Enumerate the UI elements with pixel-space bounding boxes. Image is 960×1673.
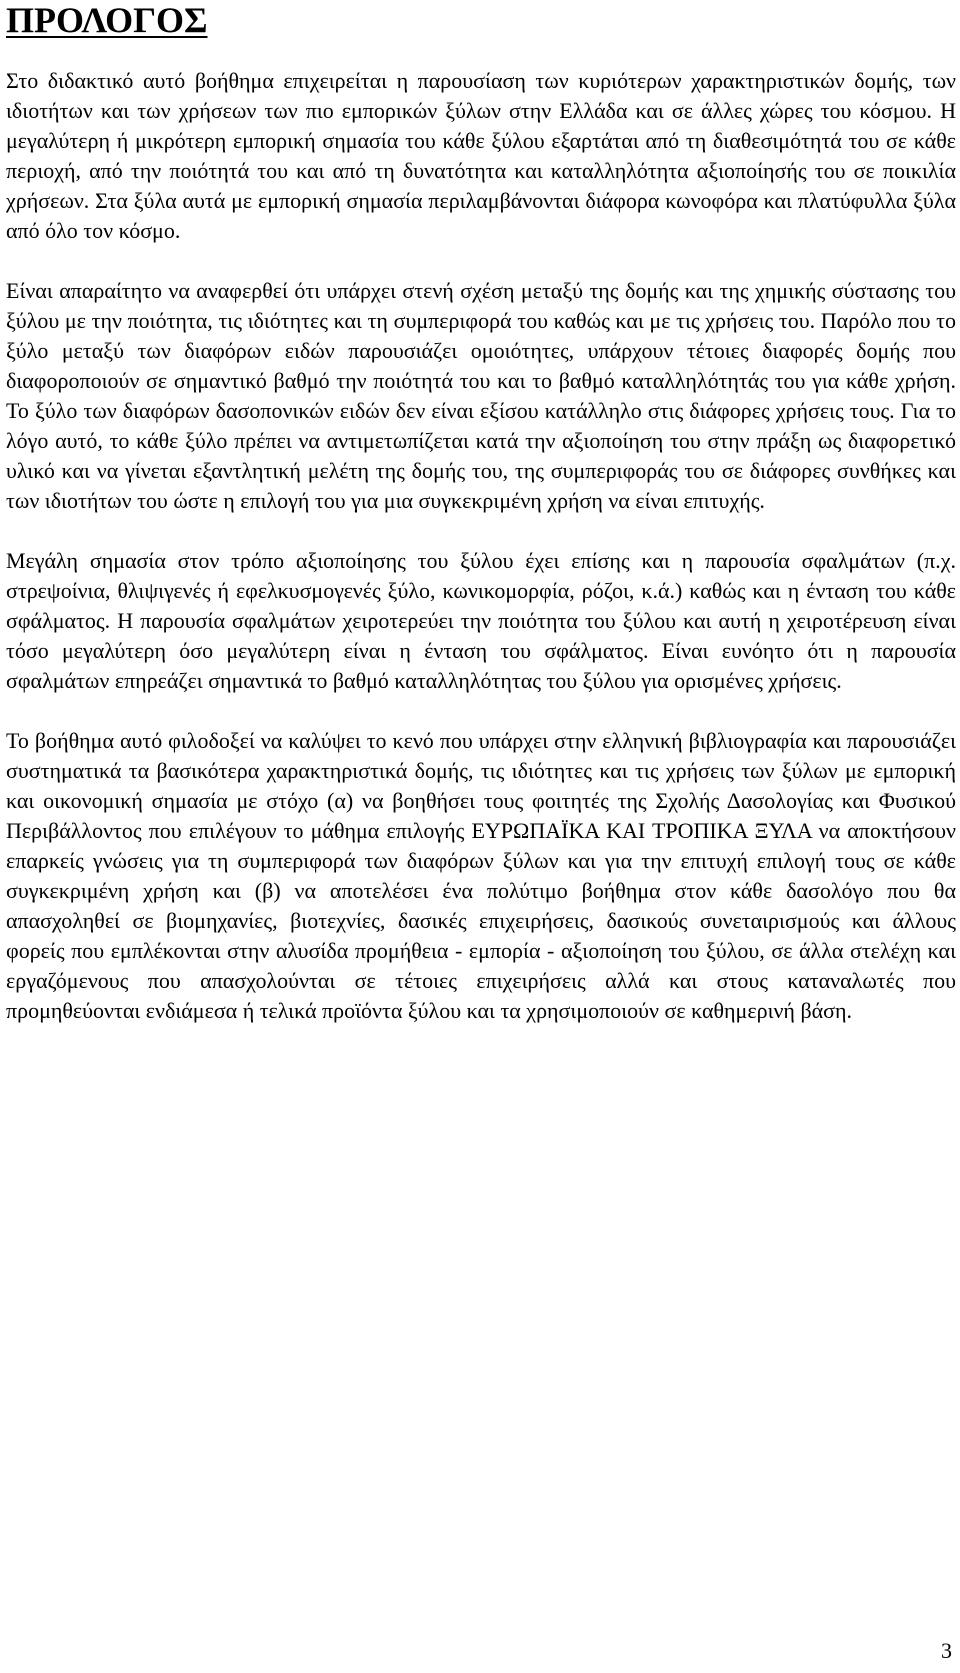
page-number: 3 [941, 1638, 952, 1663]
page-title: ΠΡΟΛΟΓΟΣ [6, 0, 208, 40]
paragraph-4: Το βοήθημα αυτό φιλοδοξεί να καλύψει το κενό που υπάρχει στην ελληνική βιβλιογραφία και παρουσιάζει συστηματικά τα βασικότερα χαρακτηριστικά δομής, τις ιδιότητες και τις χρήσεις των ξύλων με εμπορική και οικονομική σημασία με στόχο (α) να βοηθήσει τους φοιτητές της Σχολής Δασολογίας και Φυσικού Περιβάλλοντος που επιλέγουν το μάθημα επιλογής ΕΥΡΩΠΑΪΚΑ ΚΑΙ ΤΡΟΠΙΚΑ ΞΥΛΑ να αποκτήσουν επαρκείς γνώσεις για τη συμπεριφορά των διαφόρων ξύλων και για την επιτυχή επιλογή τους σε κάθε συγκεκριμένη χρήση και (β) να αποτελέσει ένα πολύτιμο βοήθημα στον κάθε δασολόγο που θα απασχοληθεί σε βιομηχανίες, βιοτεχνίες, δασικές επιχειρήσεις, δασικούς συνεταιρισμούς και άλλους φορείς που εμπλέκονται στην αλυσίδα προμήθεια - εμπορία - αξιοποίηση του ξύλου, σε άλλα στελέχη και εργαζόμενους που απασχολούνται σε τέτοιες επιχειρήσεις αλλά και στους καταναλωτές που προμηθεύονται ενδιάμεσα ή τελικά προϊόντα ξύλου και τα χρησιμοποιούν σε καθημερινή βάση. [6, 728, 956, 1023]
paragraph-3: Μεγάλη σημασία στον τρόπο αξιοποίησης του ξύλου έχει επίσης και η παρουσία σφαλμάτων (π.χ. στρεψοίνια, θλιψιγενές ή εφελκυσμογενές ξύλο, κωνικομορφία, ρόζοι, κ.ά.) καθώς και η ένταση του κάθε σφάλματος. Η παρουσία σφαλμάτων χειροτερεύει την ποιότητα του ξύλου και αυτή η χειροτέρευση είναι τόσο μεγαλύτερη όσο μεγαλύτερη είναι η ένταση του σφάλματος. Είναι ευνόητο ότι η παρουσία σφαλμάτων επηρεάζει σημαντικά το βαθμό καταλληλότητας του ξύλου για ορισμένες χρήσεις. [6, 548, 956, 693]
paragraph-1: Στο διδακτικό αυτό βοήθημα επιχειρείται η παρουσίαση των κυριότερων χαρακτηριστικών δομής, των ιδιοτήτων και των χρήσεων των πιο εμπορικών ξύλων στην Ελλάδα και σε άλλες χώρες του κόσμου. Η μεγαλύτερη ή μικρότερη εμπορική σημασία του κάθε ξύλου εξαρτάται από τη διαθεσιμότητά του σε κάθε περιοχή, από την ποιότητά του και από τη δυνατότητα και καταλληλότητα αξιοποίησής του σε ποικιλία χρήσεων. Στα ξύλα αυτά με εμπορική σημασία περιλαμβάνονται διάφορα κωνοφόρα και πλατύφυλλα ξύλα από όλο τον κόσμο. [6, 68, 956, 243]
document-body [6, 66, 956, 1056]
paragraph-2: Είναι απαραίτητο να αναφερθεί ότι υπάρχει στενή σχέση μεταξύ της δομής και της χημικής σύστασης του ξύλου με την ποιότητα, τις ιδιότητες και τη συμπεριφορά του καθώς και με τις χρήσεις του. Παρόλο που το ξύλο μεταξύ των διαφόρων ειδών παρουσιάζει ομοιότητες, υπάρχουν τέτοιες διαφορές δομής που διαφοροποιούν σε σημαντικό βαθμό την ποιότητά του και το βαθμό καταλληλότητάς του για κάθε χρήση. Το ξύλο των διαφόρων δασοπονικών ειδών δεν είναι εξίσου κατάλληλο στις διάφορες χρήσεις τους. Για το λόγο αυτό, το κάθε ξύλο πρέπει να αντιμετωπίζεται κατά την αξιοποίηση του στην πράξη ως διαφορετικό υλικό και να γίνεται εξαντλητική μελέτη της δομής του, της συμπεριφοράς του σε διάφορες συνθήκες και των ιδιοτήτων του ώστε η επιλογή του για μια συγκεκριμένη χρήση να είναι επιτυχής. [6, 278, 956, 513]
